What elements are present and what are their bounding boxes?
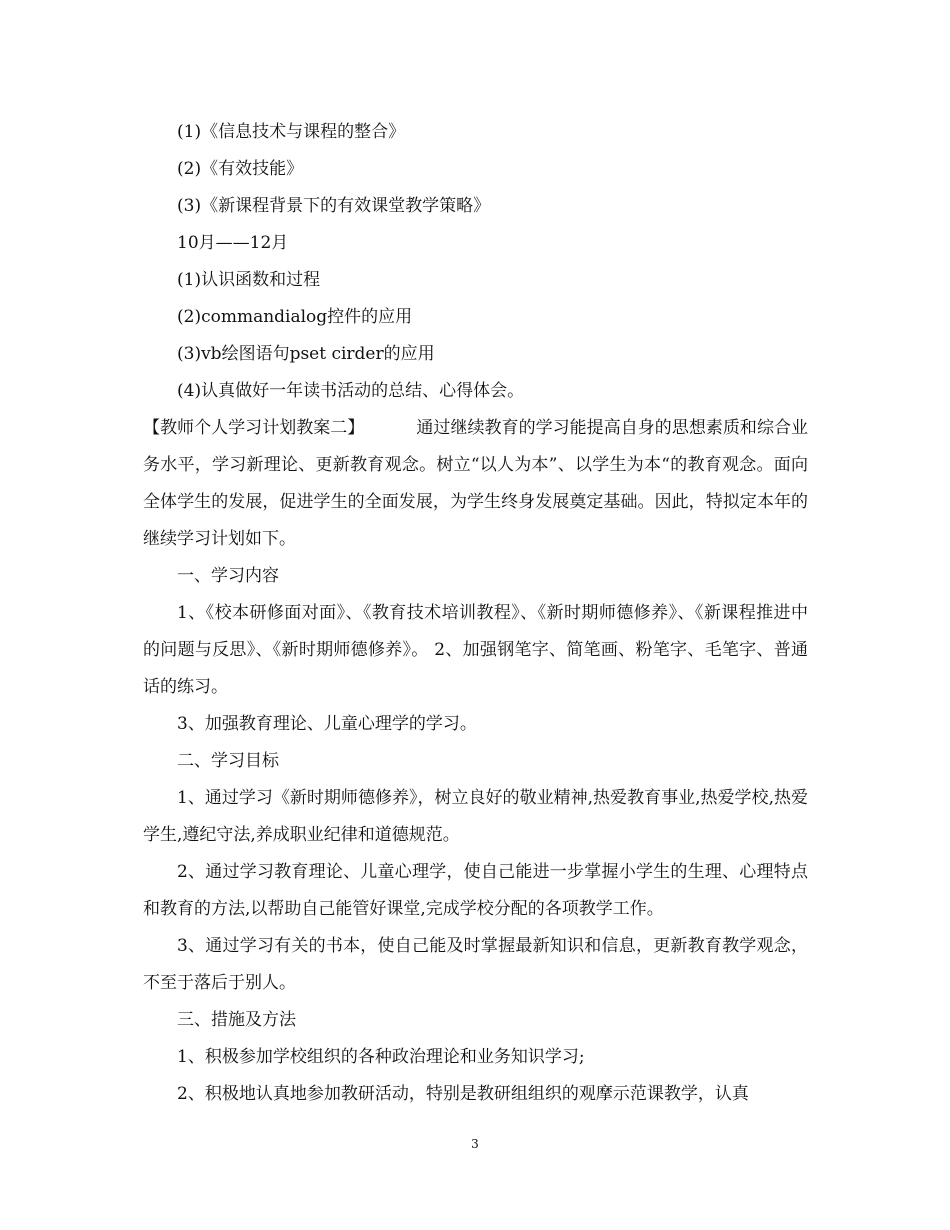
- section-title: 【教师个人学习计划教案二】: [143, 418, 365, 438]
- list-item: (3)vb绘图语句pset cirder的应用: [177, 344, 435, 364]
- section-heading-goals: 二、学习目标: [177, 751, 279, 771]
- paragraph-goal-3: 3、通过学习有关的书本，使自己能及时掌握最新知识和信息，更新教育教学观念，不至于落后于别人。: [143, 936, 808, 993]
- paragraph-content-1: 1、《校本研修面对面》、《教育技术培训教程》、《新时期师德修养》、《新课程推进中的问题与反思》、《新时期师德修养》。 2、加强钢笔字、简笔画、粉笔字、毛笔字、普通话的练习。: [143, 603, 808, 697]
- paragraph-goal-2: 2、通过学习教育理论、儿童心理学，使自己能进一步掌握小学生的生理、心理特点和教育的方法,以帮助自己能管好课堂,完成学校分配的各项教学工作。: [143, 862, 808, 919]
- list-item: (3)《新课程背景下的有效课堂教学策略》: [177, 196, 491, 216]
- date-range-line: 10月——12月: [177, 233, 289, 253]
- document-body: [143, 114, 808, 1113]
- section-heading-methods: 三、措施及方法: [177, 1010, 296, 1030]
- paragraph-method-1: 1、积极参加学校组织的各种政治理论和业务知识学习;: [177, 1047, 585, 1067]
- list-item: (1)认识函数和过程: [177, 270, 321, 290]
- paragraph-goal-1: 1、通过学习《新时期师德修养》，树立良好的敬业精神,热爱教育事业,热爱学校,热爱学生,遵纪守法,养成职业纪律和道德规范。: [143, 788, 808, 845]
- list-item: (2)commandialog控件的应用: [177, 307, 413, 327]
- list-item: (1)《信息技术与课程的整合》: [177, 122, 406, 142]
- section-heading-content: 一、学习内容: [177, 566, 279, 586]
- page-number: 3: [471, 1137, 479, 1151]
- list-item: (2)《有效技能》: [177, 159, 304, 179]
- intro-text: 通过继续教育的学习能提高自身的思想素质和综合业务水平，学习新理论、更新教育观念。树立“以人为本”、以学生为本“的教育观念。面向全体学生的发展，促进学生的全面发展，为学生终身发展奠定基础。因此，特拟定本年的继续学习计划如下。: [143, 418, 809, 549]
- paragraph-content-3: 3、加强教育理论、儿童心理学的学习。: [177, 714, 477, 734]
- list-item: (4)认真做好一年读书活动的总结、心得体会。: [177, 381, 525, 401]
- intro-paragraph: [143, 410, 808, 558]
- paragraph-method-2: 2、积极地认真地参加教研活动，特别是教研组组织的观摩示范课教学，认真: [177, 1084, 749, 1104]
